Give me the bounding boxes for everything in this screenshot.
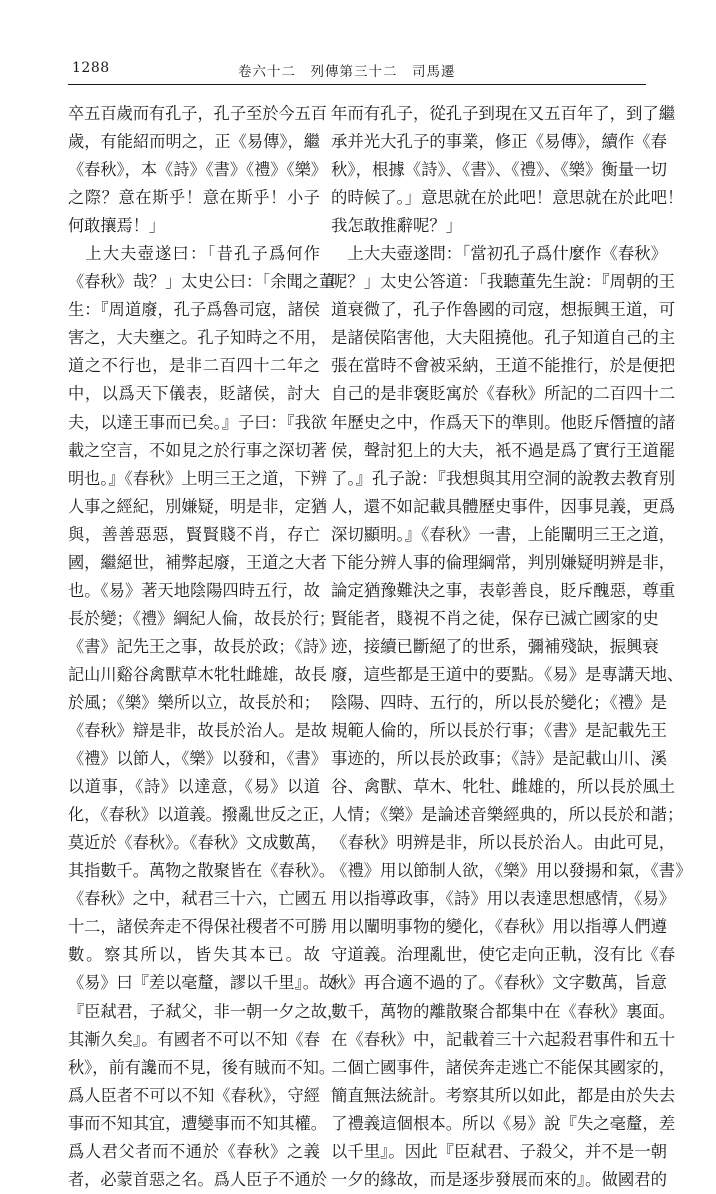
text-line: 之際？意在斯乎！意在斯乎！小子 xyxy=(68,188,320,208)
text-line: 用以闡明事物的變化，《春秋》用以指導人們遵 xyxy=(331,917,668,937)
text-line: 《禮》以節人，《樂》以發和，《書》 xyxy=(68,749,327,769)
text-line: 其指數千。萬物之散聚皆在《春秋》。 xyxy=(68,861,336,881)
text-line: 賢能者，賤視不肖之徒，保存已滅亡國家的史 xyxy=(331,608,659,628)
text-line: 道衰微了，孔子作魯國的司寇，想振興王道，可 xyxy=(331,300,676,320)
text-line: 長於變；《禮》綱紀人倫，故長於行； xyxy=(68,608,336,628)
text-line: 守道義。治理亂世，使它走向正軌，沒有比《春 xyxy=(331,945,676,965)
text-line: 載之空言，不如見之於行事之深切著 xyxy=(68,440,327,460)
text-line: 於風；《樂》樂所以立，故長於和； xyxy=(68,692,320,712)
text-line: 《禮》用以節制人欲，《樂》用以發揚和氣，《書》 xyxy=(331,861,692,881)
text-line: 廢，這些都是王道中的要點。《易》是專講天地、 xyxy=(331,664,684,684)
text-line: 上大夫壺遂問：「當初孔子爲什麼作《春秋》 xyxy=(331,244,668,264)
text-line: 十二，諸侯奔走不得保社稷者不可勝 xyxy=(68,917,327,937)
running-head: 卷六十二 列傳第三十二 司馬遷 xyxy=(238,64,456,80)
text-line: 論定猶豫難決之事，表彰善良，貶斥醜惡，尊重 xyxy=(331,580,676,600)
text-line: 二個亡國事件，諸侯奔走逃亡不能保其國家的， xyxy=(331,1057,676,1077)
text-line: 侯，聲討犯上的大夫，衹不過是爲了實行王道罷 xyxy=(331,440,676,460)
text-line: 也。《易》著天地陰陽四時五行，故 xyxy=(68,580,320,600)
text-line: 記山川谿谷禽獸草木牝牡雌雄，故長 xyxy=(68,664,327,684)
text-line: 迹，接續已斷絕了的世系，彌補殘缺，振興衰 xyxy=(331,636,659,656)
text-line: 人情；《樂》是論述音樂經典的，所以長於和諧； xyxy=(331,805,684,825)
text-line: 道之不行也，是非二百四十二年之 xyxy=(68,356,320,376)
text-line: 夫，以達王事而已矣。』子曰：『我欲 xyxy=(68,412,327,432)
text-line: 明也。』《春秋》上明三王之道，下辨 xyxy=(68,468,327,488)
text-line: 與，善善惡惡，賢賢賤不肖，存亡 xyxy=(68,524,320,544)
text-line: 爲人君父者而不通於《春秋》之義 xyxy=(68,1141,320,1161)
text-line: 的時候了。」意思就在於此吧！意思就在於此吧！ xyxy=(331,188,684,208)
text-line: 《春秋》，本《詩》《書》《禮》《樂》 xyxy=(68,160,327,180)
text-line: 《春秋》之中，弒君三十六，亡國五 xyxy=(68,889,327,909)
text-line: 規範人倫的，所以長於行事；《書》是記載先王 xyxy=(331,721,668,741)
right-column-translation xyxy=(331,100,692,1194)
text-line: 事迹的，所以長於政事；《詩》是記載山川、溪 xyxy=(331,749,668,769)
text-line: 下能分辨人事的倫理綱常，判別嫌疑明辨是非， xyxy=(331,552,676,572)
text-line: 簡直無法統計。考察其所以如此，都是由於失去 xyxy=(331,1085,676,1105)
text-line: 莫近於《春秋》。《春秋》文成數萬， xyxy=(68,833,327,853)
text-line: 上大夫壺遂曰：「昔孔子爲何作 xyxy=(68,244,320,264)
text-line: 其漸久矣』。有國者不可以不知《春 xyxy=(68,1029,320,1049)
text-line: 用以指導政事，《詩》用以表達思想感情，《易》 xyxy=(331,889,676,909)
text-line: 一夕的緣故，而是逐步發展而來的』。做國君的 xyxy=(331,1169,668,1189)
left-column-classical-text xyxy=(68,100,344,1194)
text-line: 何敢攘焉！」 xyxy=(68,216,166,236)
text-line: 呢？」太史公答道：「我聽董先生說：『周朝的王 xyxy=(331,272,676,292)
text-line: 數千，萬物的離散聚合都集中在《春秋》裏面。 xyxy=(331,1001,676,1021)
text-line: 秋》，前有讒而不見，後有賊而不知。 xyxy=(68,1057,336,1077)
page-number: 1288 xyxy=(72,60,110,76)
text-line: 自己的是非褒貶寓於《春秋》所記的二百四十二 xyxy=(331,384,676,404)
text-line: 谷、禽獸、草木、牝牡、雌雄的，所以長於風土 xyxy=(331,777,676,797)
text-line: 生：『周道廢，孔子爲魯司寇，諸侯 xyxy=(68,300,320,320)
text-line: 『臣弒君，子弒父，非一朝一夕之故， xyxy=(68,1001,344,1021)
text-line: 事而不知其宜，遭變事而不知其權。 xyxy=(68,1113,327,1133)
text-line: 年而有孔子，從孔子到現在又五百年了，到了繼 xyxy=(331,104,676,123)
text-line: 秋》再合適不過的了。《春秋》文字數萬，旨意 xyxy=(331,973,668,993)
text-line: 化，《春秋》以道義。撥亂世反之正， xyxy=(68,805,336,825)
text-line: 數。察其所以，皆失其本已。故 xyxy=(68,945,320,965)
text-line: 是諸侯陷害他，大夫阻撓他。孔子知道自己的主 xyxy=(331,328,676,348)
text-line: 害之，大夫壅之。孔子知時之不用， xyxy=(68,328,327,348)
text-line: 《春秋》辯是非，故長於治人。是故 xyxy=(68,721,327,741)
text-line: 中，以爲天下儀表，貶諸侯，討大 xyxy=(68,384,320,404)
text-line: 張在當時不會被采納，王道不能推行，於是便把 xyxy=(331,356,676,376)
text-line: 以道事，《詩》以達意，《易》以道 xyxy=(68,777,320,797)
text-line: 卒五百歲而有孔子，孔子至於今五百 xyxy=(68,104,327,123)
text-line: 《春秋》哉？」太史公曰：「余聞之董 xyxy=(68,272,336,292)
text-line: 國，繼絕世，補弊起廢，王道之大者 xyxy=(68,552,327,572)
text-line: 歲，有能紹而明之，正《易傳》，繼 xyxy=(68,132,320,152)
text-line: 深切顯明。』《春秋》一書，上能闡明三王之道， xyxy=(331,524,676,544)
text-line: 秋》，根據《詩》、《書》、《禮》、《樂》衡量一切 xyxy=(331,160,667,180)
text-line: 《書》記先王之事，故長於政；《詩》 xyxy=(68,636,336,656)
text-line: 《春秋》明辨是非，所以長於治人。由此可見， xyxy=(331,833,676,853)
text-line: 爲人臣者不可以不知《春秋》，守經 xyxy=(68,1085,320,1105)
text-line: 人，還不如記載具體歷史事件，因事見義，更爲 xyxy=(331,496,676,516)
text-line: 者，必蒙首惡之名。爲人臣子不通於 xyxy=(68,1169,327,1189)
text-line: 陰陽、四時、五行的，所以長於變化；《禮》是 xyxy=(331,692,668,712)
header-rule xyxy=(68,84,646,85)
text-line: 了禮義這個根本。所以《易》說『失之毫釐，差 xyxy=(331,1113,676,1133)
text-line: 我怎敢推辭呢？」 xyxy=(331,216,463,236)
text-line: 年歷史之中，作爲天下的準則。他貶斥僭擅的諸 xyxy=(331,412,676,432)
text-line: 人事之經紀，別嫌疑，明是非，定猶 xyxy=(68,496,327,516)
text-line: 了。』孔子說：『我想與其用空洞的說教去教育別 xyxy=(331,468,676,488)
text-line: 《易》曰『差以毫釐，謬以千里』。故 xyxy=(68,973,336,993)
text-line: 承并光大孔子的事業，修正《易傳》，續作《春 xyxy=(331,132,668,152)
text-line: 以千里』。因此『臣弒君、子殺父，并不是一朝 xyxy=(331,1141,668,1161)
text-line: 在《春秋》中，記載着三十六起殺君事件和五十 xyxy=(331,1029,676,1049)
